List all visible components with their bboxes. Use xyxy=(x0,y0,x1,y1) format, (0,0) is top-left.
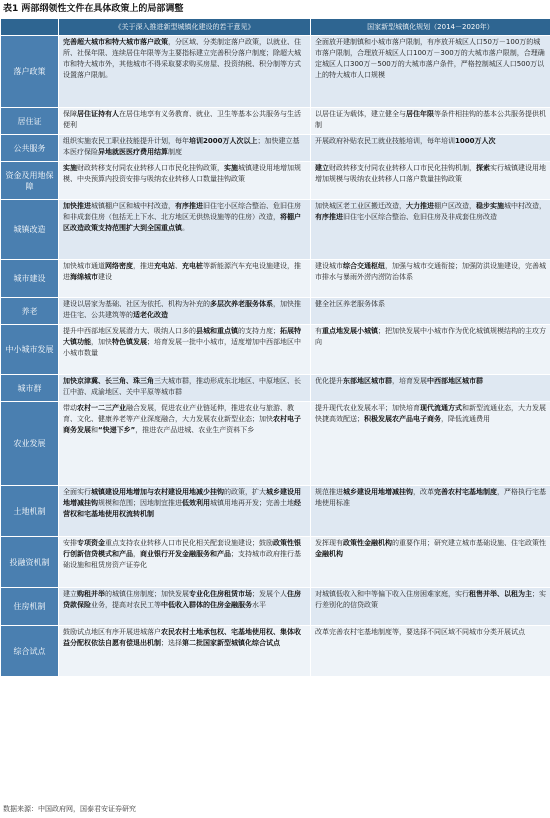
row-plan-text: 建设城市综合交通枢纽，加强与城市交通衔接；加强防洪设施建设，完善城市排水与暴雨外涝内涝防治体系 xyxy=(311,260,550,298)
row-plan-text: 改革完善农村宅基地制度等，要选择不同区域不同城市分类开展试点 xyxy=(311,626,550,677)
table-header-row xyxy=(1,19,550,36)
row-plan-text: 建立财政转移支付同农业转移人口市民化挂钩机制，探索实行城镇建设用地增加规模与吸纳农业转移人口落户数量挂钩政策 xyxy=(311,162,550,200)
row-category: 城市建设 xyxy=(1,260,59,298)
row-plan-text: 提升现代农业发展水平；加快培育现代流通方式和新型流通业态，大力发展快捷高效配送；积极发展农产品电子商务，降低流通费用 xyxy=(311,402,550,486)
row-category: 城市群 xyxy=(1,375,59,402)
row-category: 城镇改造 xyxy=(1,200,59,260)
row-opinions-text: 建设以居家为基础、社区为依托、机构为补充的多层次养老服务体系，加快推进住宅、公共建筑等的适老化改造 xyxy=(59,298,311,325)
row-category: 公共服务 xyxy=(1,135,59,162)
row-opinions-text: 加快推进城镇棚户区和城中村改造，有序推进旧住宅小区综合整治、危旧住房和非成套住房（包括无上下水、北方地区无供热设施等的住房）改造，将棚户区改造政策支持范围扩大到全国重点镇。 xyxy=(59,200,311,260)
table-row xyxy=(1,588,550,626)
header-category xyxy=(1,19,59,36)
row-category: 投融资机制 xyxy=(1,537,59,588)
table-row xyxy=(1,162,550,200)
row-category: 土地机制 xyxy=(1,486,59,537)
row-plan-text: 对城镇低收入和中等偏下收入住房困难家庭，实行租售并举、以租为主；实行差别化的信贷政策 xyxy=(311,588,550,626)
table-row xyxy=(1,260,550,298)
row-opinions-text: 加快城市通道网络密度，推进充电站、充电桩等新能源汽车充电设施建设，推进海绵城市建设 xyxy=(59,260,311,298)
row-category: 养老 xyxy=(1,298,59,325)
header-urbanization-plan: 国家新型城镇化规划（2014－2020年） xyxy=(311,19,550,36)
row-category: 农业发展 xyxy=(1,402,59,486)
row-plan-text: 有重点地发展小城镇；把加快发展中小城市作为优化城镇规模结构的主攻方向 xyxy=(311,325,550,375)
row-opinions-text: 组织实施农民工职业技能提升计划，每年培训2000万人次以上；加快建立基本医疗保险异地就医医疗费用结算制度 xyxy=(59,135,311,162)
row-category: 落户政策 xyxy=(1,36,59,108)
row-plan-text: 优化提升东部地区城市群，培育发展中西部地区城市群 xyxy=(311,375,550,402)
row-opinions-text: 全面实行城镇建设用地增加与农村建设用地减少挂钩的政策，扩大城乡建设用地增减挂钩规模和范围；因地制宜推进低效利用城镇用地再开发；完善土地经营权和宅基地使用权流转机制 xyxy=(59,486,311,537)
row-plan-text: 全面放开建制镇和小城市落户限制，有序放开城区人口50万－100万的城市落户限制，合理放开城区人口100万－300万的大城市落户限制，合理确定城区人口300万－500万的大城市落户条件，严格控制城区人口500万以上的特大城市人口规模 xyxy=(311,36,550,108)
row-plan-text: 健全社区养老服务体系 xyxy=(311,298,550,325)
row-opinions-text: 完善超大城市和特大城市落户政策，分区域、分类制定落户政策，以就业、住所、社保年限、连续居住年限等为主要指标建立完善积分落户制度；除超大城市和特大城市外，其他城市不得采取要求购买房屋、投资纳税、积分制等方式设置落户限制。 xyxy=(59,36,311,108)
row-opinions-text: 建立购租并举的城镇住房制度；加快发展专业化住房租赁市场；发展个人住房贷款保险业务，提高对农民工等中低收入群体的住房金融服务水平 xyxy=(59,588,311,626)
policy-comparison-table xyxy=(0,18,550,677)
table-title: 表1 两部纲领性文件在具体政策上的局部调整 xyxy=(3,4,184,14)
row-opinions-text: 鼓励试点地区有序开展进城落户农民农村土地承包权、宅基地使用权、集体收益分配权依法自愿有偿退出机制；选择第二批国家新型城镇化综合试点 xyxy=(59,626,311,677)
table-row xyxy=(1,325,550,375)
row-plan-text: 以居住证为载体，建立健全与居住年限等条件相挂钩的基本公共服务提供机制 xyxy=(311,108,550,135)
table-row xyxy=(1,537,550,588)
row-opinions-text: 实施财政转移支付同农业转移人口市民化挂钩政策，实施城镇建设用地增加规模、中央预算内投资安排与吸纳农业转移人口数量挂钩政策 xyxy=(59,162,311,200)
row-plan-text: 开展政府补贴农民工就业技能培训，每年培训1000万人次 xyxy=(311,135,550,162)
table-row xyxy=(1,200,550,260)
table-body xyxy=(1,36,550,677)
row-category: 居住证 xyxy=(1,108,59,135)
row-category: 资金及用地保障 xyxy=(1,162,59,200)
row-plan-text: 加快城区老工业区搬迁改造，大力推进棚户区改造，稳步实施城中村改造，有序推进旧住宅小区综合整治、危旧住房及非成套住房改造 xyxy=(311,200,550,260)
table-row xyxy=(1,135,550,162)
table-row xyxy=(1,36,550,108)
table-row xyxy=(1,108,550,135)
row-opinions-text: 提升中西部地区发展潜力大、吸纳人口多的县城和重点镇的支持力度；拓展特大镇功能，加快特色镇发展；培育发展一批中小城市，适度增加中西部地区中小城市数量 xyxy=(59,325,311,375)
table-row xyxy=(1,375,550,402)
row-category: 住房机制 xyxy=(1,588,59,626)
table-row xyxy=(1,298,550,325)
row-plan-text: 发挥现有政策性金融机构的重要作用；研究建立城市基础设施、住宅政策性金融机构 xyxy=(311,537,550,588)
row-category: 中小城市发展 xyxy=(1,325,59,375)
row-category: 综合试点 xyxy=(1,626,59,677)
row-plan-text: 规范推进城乡建设用地增减挂钩，改革完善农村宅基地制度，严格执行宅基地使用标准 xyxy=(311,486,550,537)
row-opinions-text: 加快京津冀、长三角、珠三角三大城市群，推动形成东北地区、中原地区、长江中游、成渝地区、关中平原等城市群 xyxy=(59,375,311,402)
table-row xyxy=(1,626,550,677)
row-opinions-text: 安排专项资金重点支持农业转移人口市民化相关配套设施建设；鼓励政策性银行创新信贷模式和产品，商业银行开发金融服务和产品；支持城市政府推行基础设施和租赁房资产证券化 xyxy=(59,537,311,588)
table-row xyxy=(1,486,550,537)
row-opinions-text: 带动农村一二三产业融合发展，促进农业产业链延伸，推进农业与旅游、教育、文化、健康养老等产业深度融合，大力发展农业新型业态；加快农村电子商务发展和“快递下乡”，推进农产品进城、农业生产资料下乡 xyxy=(59,402,311,486)
row-opinions-text: 保障居住证持有人在居住地享有义务教育、就业、卫生等基本公共服务与生活便利 xyxy=(59,108,311,135)
data-source-note: 数据来源：中国政府网，国泰君安证券研究 xyxy=(3,805,136,813)
table-row xyxy=(1,402,550,486)
header-opinions-doc: 《关于深入推进新型城镇化建设的若干意见》 xyxy=(59,19,311,36)
